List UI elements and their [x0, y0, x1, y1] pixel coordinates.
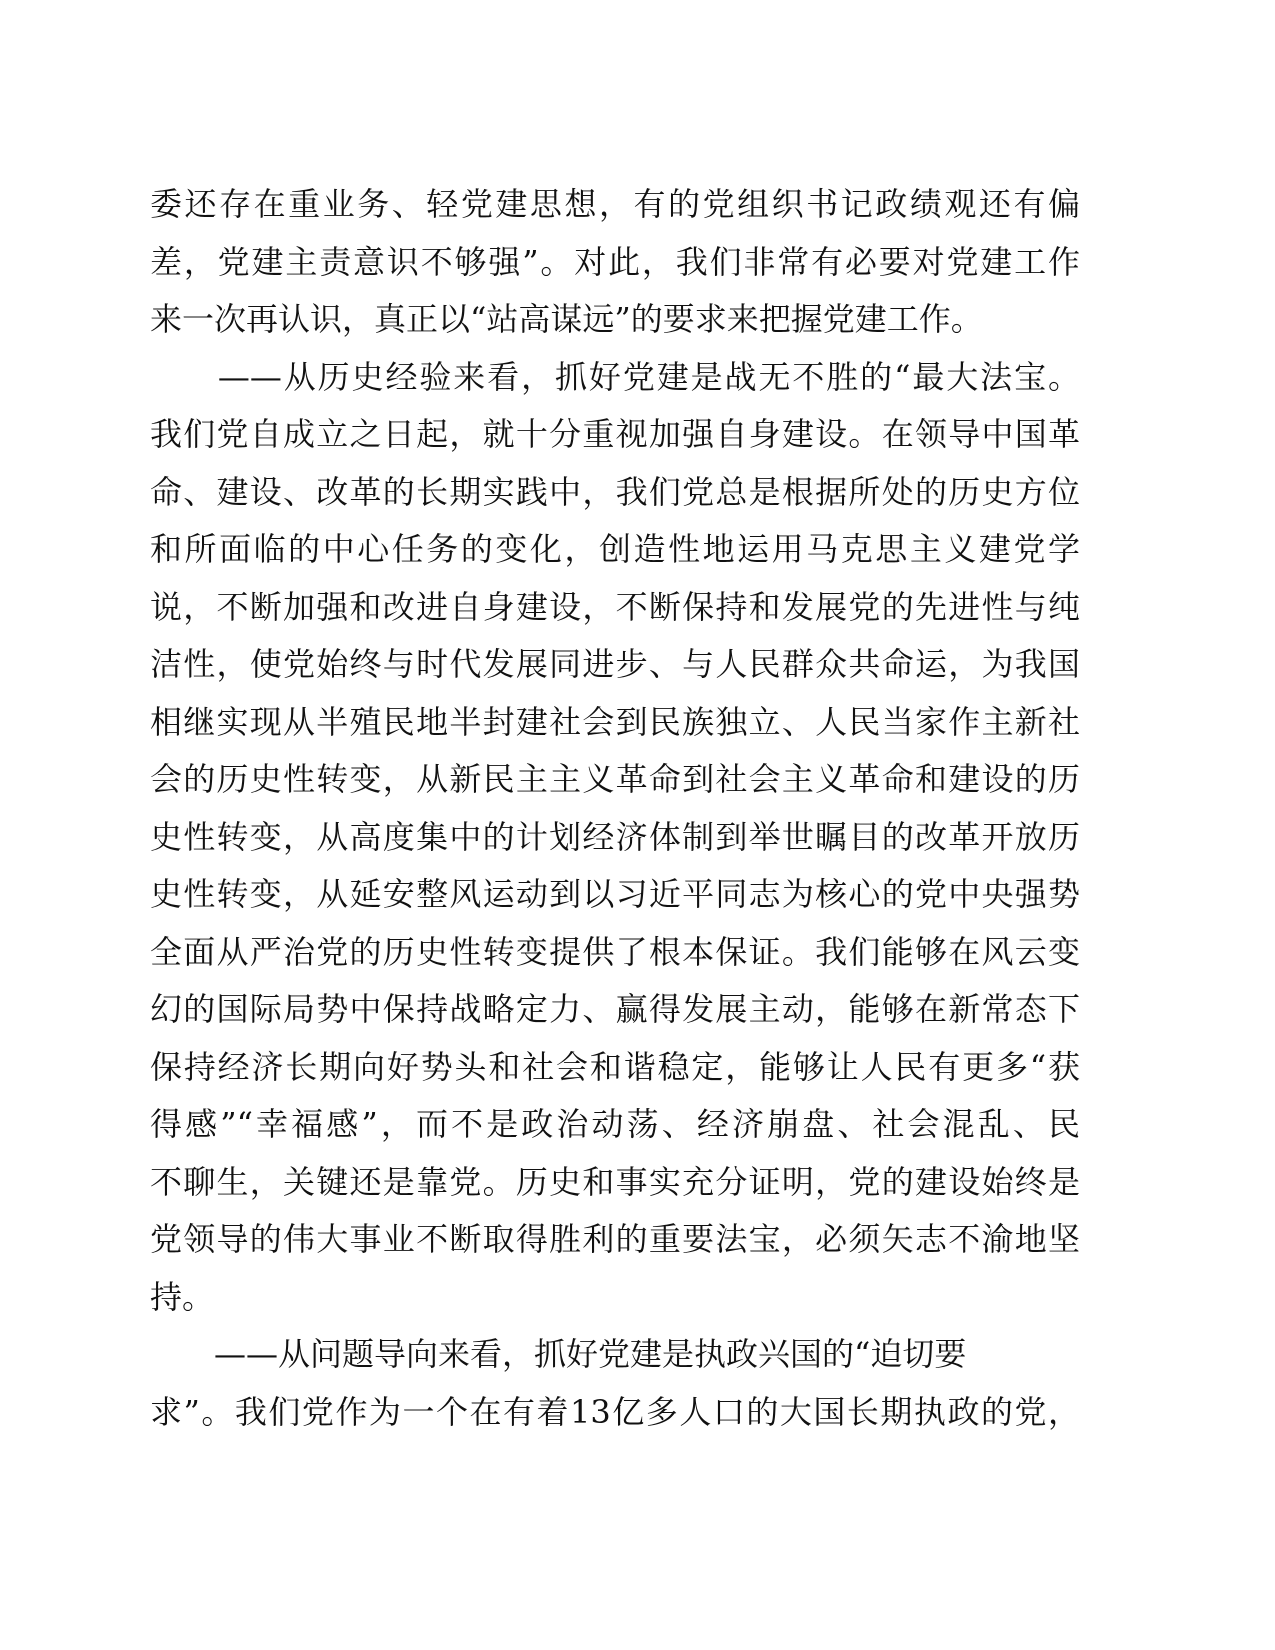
text-line: ——从历史经验来看，抓好党建是战无不胜的“最大法宝。	[150, 357, 1080, 396]
text-line: 全面从严治党的历史性转变提供了根本保证。我们能够在风云变	[150, 932, 1080, 971]
text-line: 委还存在重业务、轻党建思想，有的党组织书记政绩观还有偏	[150, 185, 1080, 223]
text-line: 会的历史性转变，从新民主主义革命到社会主义革命和建设的历	[150, 760, 1080, 798]
text-line: 和所面临的中心任务的变化，创造性地运用马克思主义建党学	[150, 530, 1080, 568]
text-line: 不聊生，关键还是靠党。历史和事实充分证明，党的建设始终是	[150, 1162, 1080, 1201]
text-line: 差，党建主责意识不够强”。对此，我们非常有必要对党建工作	[150, 242, 1080, 281]
text-line: 幻的国际局势中保持战略定力、赢得发展主动，能够在新常态下	[150, 990, 1080, 1028]
text-line: 命、建设、改革的长期实践中，我们党总是根据所处的历史方位	[150, 472, 1080, 511]
text-line: ——从问题导向来看，抓好党建是执政兴国的“迫切要	[150, 1335, 967, 1373]
text-line: 持。	[150, 1277, 215, 1316]
text-line: 史性转变，从延安整风运动到以习近平同志为核心的党中央强势	[150, 875, 1080, 913]
text-line: 来一次再认识，真正以“站高谋远”的要求来把握党建工作。	[150, 300, 983, 338]
text-line: 洁性，使党始终与时代发展同进步、与人民群众共命运，为我国	[150, 645, 1080, 683]
text-line: 相继实现从半殖民地半封建社会到民族独立、人民当家作主新社	[150, 702, 1080, 741]
text-line: 求”。我们党作为一个在有着13亿多人口的大国长期执政的党，	[150, 1392, 1080, 1431]
body-text	[150, 176, 1080, 1441]
text-line: 得感”“幸福感”，而不是政治动荡、经济崩盘、社会混乱、民	[150, 1105, 1080, 1143]
text-line: 我们党自成立之日起，就十分重视加强自身建设。在领导中国革	[150, 415, 1080, 453]
text-line: 说，不断加强和改进自身建设，不断保持和发展党的先进性与纯	[150, 587, 1080, 626]
text-line: 史性转变，从高度集中的计划经济体制到举世瞩目的改革开放历	[150, 817, 1080, 856]
text-line: 党领导的伟大事业不断取得胜利的重要法宝，必须矢志不渝地坚	[150, 1220, 1080, 1258]
text-line: 保持经济长期向好势头和社会和谐稳定，能够让人民有更多“获	[150, 1047, 1080, 1086]
